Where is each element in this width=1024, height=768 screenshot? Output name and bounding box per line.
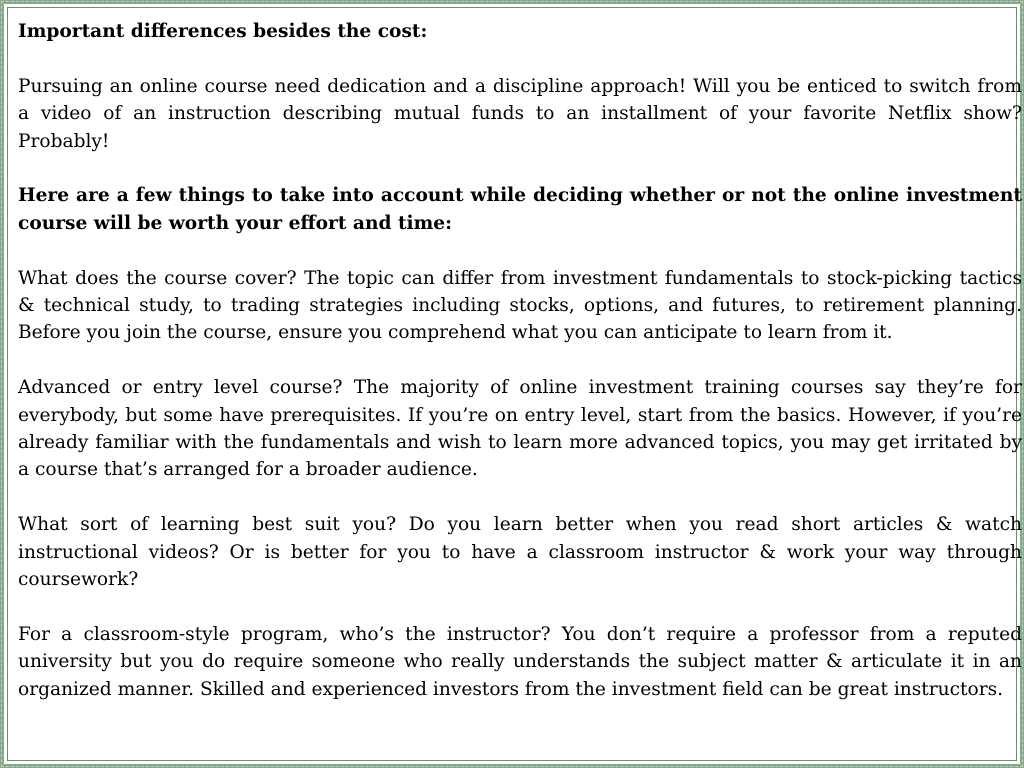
paragraph-considerations-intro: Here are a few things to take into account while deciding whether or not the online investment course will be worth your effort and time: bbox=[18, 185, 1022, 234]
paragraph-learning-style: What sort of learning best suit you? Do you learn better when you read short articles & watch instructional videos? Or is better for you to have a classroom instructor & work your way through coursework? bbox=[18, 514, 1022, 591]
content-panel bbox=[7, 7, 1022, 761]
paragraph-course-level: Advanced or entry level course? The majority of online investment training courses say they’re for everybody, but some have prerequisites. If you’re on entry level, start from the basics. However, if you’re already familiar with the fundamentals and wish to learn more advanced topics, you may get irritated by a course that’s arranged for a broader audience. bbox=[18, 377, 1022, 481]
article-heading: Important differences besides the cost: bbox=[18, 21, 428, 42]
paragraph-instructor: For a classroom-style program, who’s the instructor? You don’t require a professor from a reputed university but you do require someone who really understands the subject matter & articulate it in an organized manner. Skilled and experienced investors from the investment field can be great instructors. bbox=[18, 623, 1022, 700]
paragraph-dedication: Pursuing an online course need dedication and a discipline approach! Will you be enticed to switch from a video of an instruction describing mutual funds to an installment of your favorite Netflix show? Probably! bbox=[18, 75, 1022, 152]
article-body bbox=[18, 18, 1022, 703]
paragraph-course-coverage: What does the course cover? The topic can differ from investment fundamentals to stock-picking tactics & technical study, to trading strategies including stocks, options, and futures, to retirement planning. Before you join the course, ensure you comprehend what you can anticipate to learn from it. bbox=[18, 267, 1022, 344]
